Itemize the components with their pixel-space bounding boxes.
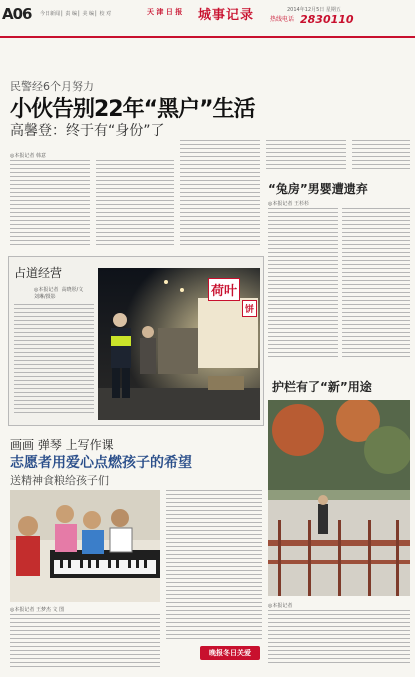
lead-body-col2 [96, 160, 174, 248]
boxed-story-body [14, 304, 94, 416]
right-story2-title: 护栏有了“新”用途 [272, 380, 372, 394]
stall-sign-side: 饼 [242, 300, 257, 317]
header-rule [0, 36, 415, 38]
care-banner: 晚报冬日关爱 [200, 646, 260, 660]
page-header [0, 0, 415, 34]
page-number: A06 [2, 5, 32, 23]
lead-byline: ◎本报记者 韩意 [10, 153, 46, 159]
hotline-number: 2830110 [300, 13, 354, 26]
lead-kicker: 民警经6个月努力 [10, 80, 94, 93]
lead-body-col5 [352, 140, 410, 172]
bottom-headline: 志愿者用爱心点燃孩子的希望 [10, 455, 192, 471]
railing-photo [268, 400, 410, 596]
stall-sign-main: 荷叶 [208, 278, 240, 301]
lead-subheadline: 高馨登：终于有“身份”了 [10, 123, 165, 139]
bottom-byline: ◎本报记者 王梦杰 文 图 [10, 607, 65, 613]
bottom-body-col2 [166, 490, 262, 640]
right-story-title: “兔房”男婴遭遗弃 [268, 182, 368, 196]
boxed-story-title: 占道经营 [14, 266, 63, 280]
right-story-col2 [342, 208, 410, 358]
lead-body-col3 [180, 140, 260, 248]
right-story2-byline: ◎本报记者 [268, 603, 293, 609]
bottom-subheadline: 送精神食粮给孩子们 [10, 474, 109, 487]
right-story-byline: ◎本报记者 王杉杉 [268, 201, 309, 207]
newspaper-logo: 天 津 日 报 [147, 8, 183, 16]
bottom-kicker: 画画 弹琴 上写作课 [10, 438, 114, 452]
lead-body-col4 [266, 140, 346, 172]
right-story-col1 [268, 208, 338, 358]
hotline-label: 热线电话 [270, 16, 295, 23]
volunteer-photo [10, 490, 160, 602]
issue-date: 2014年12月5日 星期五 [287, 7, 341, 13]
boxed-story-byline: ◎本报记者 高晓彤/文 刘琳/摄影 [34, 287, 84, 300]
header-meta: 今日新闻 ▏责 编 ▏美 编 ▏校 对 [40, 11, 112, 17]
bottom-body-col1 [10, 614, 160, 668]
lead-headline: 小伙告别22年“黑户”生活 [10, 97, 255, 122]
lead-body-col1 [10, 160, 90, 248]
section-title: 城事记录 [198, 8, 255, 23]
right-story2-body [268, 610, 410, 666]
